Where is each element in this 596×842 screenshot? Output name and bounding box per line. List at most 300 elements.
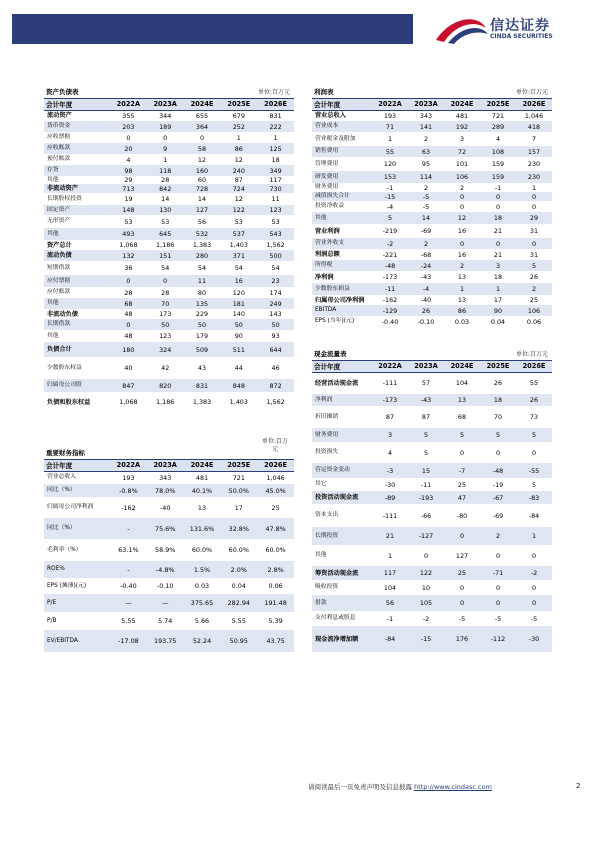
balance-cell-value: 23 <box>257 275 294 287</box>
balance-cell-value: 93 <box>271 332 280 340</box>
indicators-cell-value: 58.9% <box>155 546 176 554</box>
income-cell-value: 289 <box>480 121 516 132</box>
cashflow-cell-value: 104 <box>383 583 397 592</box>
income-table-row <box>312 183 552 192</box>
balance-cell-value: 493 <box>110 228 147 240</box>
balance-cell-value: 19 <box>124 195 133 203</box>
income-row-label: 财务费用 <box>315 184 339 190</box>
balance-table-row <box>44 342 294 357</box>
cashflow-cell-value: 5 <box>480 428 516 442</box>
income-cell-value: 1 <box>531 183 537 192</box>
cashflow-table-row <box>312 595 552 611</box>
indicators-cell-value: 43.75 <box>257 630 294 652</box>
indicators-cell-value: 481 <box>195 473 209 482</box>
income-cell-value: 21 <box>493 250 503 259</box>
balance-year-header: 2023A <box>147 99 184 110</box>
income-cell-value: -1 <box>386 183 394 192</box>
indicators-cell-value: -162 <box>121 503 136 512</box>
income-table-row <box>312 157 552 171</box>
income-table-row <box>312 121 552 132</box>
income-cell-value: 31 <box>529 250 539 259</box>
income-table-row <box>312 305 552 316</box>
cashflow-cell-value: 0 <box>516 595 552 611</box>
cashflow-cell-value: 26 <box>493 379 503 388</box>
income-cell-value: 108 <box>480 146 516 157</box>
indicators-cell-value: 0.06 <box>268 582 283 590</box>
income-cell-value: 18 <box>493 273 503 281</box>
indicators-cell-value: 2.0% <box>220 561 257 578</box>
indicators-cell-value: 32.8% <box>220 518 257 539</box>
cashflow-cell-value: 56 <box>372 595 408 611</box>
income-table <box>312 99 552 327</box>
cashflow-cell-value: -2 <box>422 614 430 623</box>
balance-cell-value: 123 <box>159 332 172 340</box>
balance-cell-value: 132 <box>110 250 147 261</box>
cashflow-col0-header: 会计年度 <box>312 361 372 372</box>
indicators-table-row <box>44 518 294 539</box>
income-cell-value: 71 <box>372 121 408 132</box>
income-cell-value: 5 <box>516 260 552 271</box>
balance-cell-value: 1,562 <box>266 398 285 406</box>
balance-cell-value: 543 <box>257 228 294 240</box>
cashflow-cell-value: -83 <box>516 491 552 504</box>
cashflow-cell-value: 21 <box>372 527 408 545</box>
cashflow-row-label: 现金流净增加额 <box>312 626 372 652</box>
income-year-header: 2025E <box>480 99 516 110</box>
cashflow-cell-value: -43 <box>408 394 444 406</box>
indicators-cell-value: 193.75 <box>147 630 184 652</box>
indicators-row-label: P/B <box>47 617 57 624</box>
income-cell-value: 12 <box>444 212 480 224</box>
income-cell-value: -221 <box>382 250 398 259</box>
balance-table-row <box>44 154 294 165</box>
balance-year-header: 2024E <box>184 99 221 110</box>
cashflow-table-row <box>312 504 552 527</box>
balance-cell-value: 90 <box>234 332 243 340</box>
cashflow-cell-value: -3 <box>372 463 408 478</box>
cashflow-cell-value: -30 <box>384 480 396 489</box>
indicators-table-row <box>44 484 294 497</box>
balance-cell-value: 728 <box>184 184 221 193</box>
indicators-cell-value: 5.66 <box>194 617 210 625</box>
cashflow-title: 现金流量表 <box>314 350 347 358</box>
cashflow-cell-value: 13 <box>444 394 480 406</box>
income-cell-value: 72 <box>444 146 480 157</box>
income-table-row <box>312 316 552 327</box>
cashflow-cell-value: -84 <box>528 511 540 520</box>
income-cell-value: 0 <box>516 238 552 249</box>
balance-cell-value: 730 <box>257 184 294 193</box>
balance-cell-value: 847 <box>110 379 147 392</box>
indicators-year-header: 2026E <box>257 460 294 471</box>
income-cell-value: 4 <box>495 135 501 143</box>
income-cell-value: -43 <box>420 273 432 281</box>
income-table-row <box>312 110 552 121</box>
cashflow-cell-value: 0 <box>444 595 480 611</box>
balance-cell-value: 48 <box>124 310 133 318</box>
income-cell-value: 55 <box>372 146 408 157</box>
cashflow-table-row <box>312 527 552 545</box>
indicators-cell-value: 50.0% <box>220 484 257 497</box>
balance-cell-value: 143 <box>269 310 282 318</box>
cashflow-row-label: 长期投资 <box>312 527 372 545</box>
balance-title: 资产负债表 <box>46 88 79 96</box>
balance-table-row <box>44 250 294 261</box>
indicators-cell-value: -0.40 <box>120 582 137 590</box>
balance-cell-value: 724 <box>220 184 257 193</box>
income-cell-value: 16 <box>457 227 467 235</box>
balance-row-label: 应付票据 <box>44 275 110 287</box>
indicators-cell-value: 0.04 <box>231 582 246 590</box>
cashflow-cell-value: -1 <box>386 614 394 623</box>
indicators-cell-value: - <box>110 561 147 578</box>
balance-cell-value: 181 <box>220 298 257 309</box>
indicators-table-row <box>44 578 294 594</box>
balance-cell-value: 60 <box>197 176 207 184</box>
income-cell-value: 343 <box>419 111 433 120</box>
income-cell-value: -4 <box>408 283 444 295</box>
balance-cell-value: 12 <box>234 155 243 164</box>
income-cell-value: 25 <box>529 296 539 304</box>
cashflow-cell-value: 47 <box>444 491 480 504</box>
indicators-row-label: P/E <box>44 594 110 612</box>
cashflow-row-label: 折旧摊销 <box>315 413 339 420</box>
income-title: 利润表 <box>314 88 334 96</box>
income-cell-value: 2 <box>423 183 429 192</box>
balance-cell-value: 364 <box>184 121 221 132</box>
balance-cell-value: 344 <box>159 111 172 120</box>
income-cell-value: -1 <box>494 183 502 192</box>
balance-cell-value: 50 <box>220 319 257 330</box>
cashflow-cell-value: 25 <box>457 480 467 489</box>
income-cell-value: 3 <box>459 135 465 143</box>
indicators-cell-value: 5.74 <box>158 617 173 625</box>
income-year-header: 2022A <box>372 99 408 110</box>
income-cell-value: 18 <box>480 212 516 224</box>
balance-table-row <box>44 215 294 228</box>
income-cell-value: 17 <box>493 296 503 304</box>
cashflow-cell-value: 3 <box>372 428 408 442</box>
balance-cell-value: 1,383 <box>192 398 212 406</box>
income-unit: 单位:百万元 <box>515 89 548 96</box>
income-cell-value: -129 <box>372 305 408 316</box>
balance-table-row <box>44 357 294 379</box>
indicators-row-label: 毛利率（%） <box>47 546 82 553</box>
indicators-cell-value: -40 <box>159 503 171 512</box>
balance-table-row <box>44 298 294 309</box>
cashflow-cell-value: 1 <box>387 551 393 560</box>
income-table-row <box>312 271 552 283</box>
balance-cell-value: 58 <box>184 143 221 154</box>
cashflow-cell-value: -111 <box>382 511 398 520</box>
indicators-row-label: 归属母公司净利润 <box>47 504 94 510</box>
indicators-cell-value: 45.0% <box>257 484 294 497</box>
indicators-year-header: 2023A <box>147 460 184 471</box>
balance-row-label: 无形资产 <box>47 218 71 224</box>
cashflow-table-row <box>312 580 552 595</box>
cashflow-cell-value: -11 <box>420 480 432 489</box>
cashflow-row-label: 其他 <box>315 552 327 558</box>
balance-table-row <box>44 228 294 240</box>
indicators-cell-value: 5.39 <box>268 617 283 625</box>
balance-cell-value: 54 <box>161 264 170 272</box>
balance-cell-value: 532 <box>184 228 221 240</box>
income-cell-value: -173 <box>382 273 398 281</box>
balance-cell-value: 130 <box>147 205 184 215</box>
balance-cell-value: 50 <box>147 319 184 330</box>
income-cell-value: 7 <box>531 135 537 143</box>
indicators-table-row <box>44 612 294 630</box>
indicators-table-row <box>44 497 294 518</box>
income-cell-value: 90 <box>480 305 516 316</box>
balance-cell-value: 644 <box>257 342 294 357</box>
income-cell-value: 481 <box>455 111 469 120</box>
income-cell-value: 13 <box>457 296 467 304</box>
balance-row-label: 资产总计 <box>47 241 72 249</box>
income-cell-value: 29 <box>516 212 552 224</box>
income-cell-value: 0 <box>480 192 516 201</box>
balance-row-label: 长期借款 <box>44 319 110 330</box>
income-row-label: 减值损失合计 <box>312 192 372 201</box>
cashflow-table-row <box>312 394 552 406</box>
income-col0-header: 会计年度 <box>312 99 372 110</box>
cashflow-cell-value: 55 <box>529 379 539 388</box>
cashflow-cell-value: -66 <box>420 511 432 520</box>
balance-table-row <box>44 240 294 250</box>
income-cell-value: 16 <box>457 250 467 259</box>
indicators-cell-value: -0.10 <box>156 582 174 590</box>
income-cell-value: 0 <box>480 238 516 249</box>
cashflow-table-row <box>312 478 552 491</box>
balance-cell-value: 831 <box>269 111 282 120</box>
income-cell-value: 1 <box>387 135 393 143</box>
balance-cell-value: 123 <box>257 205 294 215</box>
income-cell-value: -219 <box>382 227 398 235</box>
cashflow-cell-value: 0 <box>495 448 501 457</box>
income-cell-value: 0.06 <box>526 317 542 326</box>
income-cell-value: 63 <box>408 146 444 157</box>
income-cell-value: 0 <box>531 202 537 211</box>
cashflow-table-row <box>312 442 552 463</box>
income-cell-value: -68 <box>420 250 432 259</box>
income-year-header: 2024E <box>444 99 480 110</box>
balance-cell-value: 820 <box>147 379 184 392</box>
cashflow-cell-value: -5 <box>530 614 538 623</box>
cashflow-cell-value: 5 <box>408 428 444 442</box>
cashflow-row-label: 筹资活动现金流 <box>312 566 372 580</box>
cashflow-cell-value: 73 <box>529 413 539 421</box>
balance-cell-value: 1 <box>273 133 278 142</box>
cashflow-cell-value: 15 <box>408 463 444 478</box>
income-cell-value: 5 <box>372 212 408 224</box>
balance-cell-value: 53 <box>234 217 243 226</box>
indicators-cell-value: 60.0% <box>191 546 213 554</box>
income-row-label: 归属母公司净利润 <box>315 296 365 304</box>
cashflow-cell-value: 0 <box>531 448 537 457</box>
indicators-cell-value: 75.6% <box>147 518 184 539</box>
indicators-cell-value: 1,046 <box>266 473 285 482</box>
cashflow-row-label: 资本支出 <box>315 512 339 518</box>
balance-table-row <box>44 330 294 342</box>
indicators-row-label: 同比（%） <box>44 518 110 539</box>
balance-row-label: 应收账款 <box>44 143 110 154</box>
header-band <box>12 14 413 44</box>
balance-sheet-panel <box>44 84 294 412</box>
balance-cell-value: 1,383 <box>192 241 212 249</box>
income-cell-value: -15 <box>372 192 408 201</box>
cashflow-cell-value: -48 <box>480 463 516 478</box>
income-cell-value: 0 <box>444 238 480 249</box>
footer-disclaimer <box>308 782 492 791</box>
balance-row-label: 非流动负债 <box>47 310 78 318</box>
cashflow-cell-value: 5 <box>531 480 537 489</box>
balance-cell-value: 28 <box>161 288 170 297</box>
income-header-row <box>312 99 552 110</box>
cashflow-cell-value: -173 <box>372 394 408 406</box>
balance-row-label: 负债和股东权益 <box>47 398 91 406</box>
indicators-cell-value: -0.8% <box>110 484 147 497</box>
income-cell-value: 141 <box>408 121 444 132</box>
balance-row-label: 应付账款 <box>47 289 71 295</box>
income-row-label: 投资净收益 <box>315 203 344 209</box>
income-row-label: 营业外收支 <box>312 238 372 249</box>
income-cell-value: 0 <box>444 192 480 201</box>
income-cell-value: 101 <box>455 160 469 168</box>
cashflow-cell-value: 2 <box>480 527 516 545</box>
income-table-row <box>312 260 552 271</box>
income-table-row <box>312 212 552 224</box>
income-cell-value: 106 <box>444 171 480 183</box>
indicators-table <box>44 460 294 652</box>
indicators-table-row <box>44 594 294 612</box>
cashflow-cell-value: 57 <box>421 379 431 388</box>
cashflow-row-label: 净利润 <box>312 394 372 406</box>
cashflow-header-row <box>312 361 552 372</box>
footer-text: 请阅读最后一页免责声明及信息披露 <box>308 783 415 791</box>
cashflow-row-label: 投资活动现金流 <box>312 491 372 504</box>
income-table-row <box>312 283 552 295</box>
cashflow-table-row <box>312 463 552 478</box>
balance-cell-value: 1 <box>236 133 241 142</box>
balance-row-label: 货币资金 <box>44 121 110 132</box>
balance-table-row <box>44 165 294 176</box>
footer-link[interactable]: http://www.cindasc.com <box>414 783 492 791</box>
income-cell-value: 13 <box>457 273 467 281</box>
balance-row-label: 负债合计 <box>44 342 110 357</box>
indicators-panel <box>44 436 294 652</box>
balance-cell-value: 68 <box>110 298 147 309</box>
income-cell-value: 2 <box>459 183 465 192</box>
balance-table-row <box>44 287 294 298</box>
cashflow-cell-value: 1 <box>516 527 552 545</box>
income-row-label: 营业成本 <box>312 121 372 132</box>
cashflow-cell-value: -127 <box>408 527 444 545</box>
balance-row-label: 其他 <box>47 176 59 183</box>
income-cell-value: -4 <box>386 202 394 211</box>
balance-cell-value: 1,562 <box>266 241 285 249</box>
balance-cell-value: 14 <box>197 195 207 203</box>
cashflow-table-row <box>312 611 552 626</box>
balance-cell-value: 872 <box>257 379 294 392</box>
balance-cell-value: 118 <box>147 165 184 176</box>
cashflow-row-label: 吸收投资 <box>315 584 339 590</box>
cashflow-row-label: 投资损失 <box>315 449 339 455</box>
balance-cell-value: 0 <box>163 133 168 142</box>
balance-cell-value: 53 <box>161 217 170 226</box>
income-cell-value: 0 <box>516 192 552 201</box>
income-cell-value: 114 <box>408 171 444 183</box>
balance-cell-value: 1,403 <box>229 398 248 406</box>
cashflow-table-row <box>312 372 552 394</box>
balance-cell-value: 0 <box>199 133 205 142</box>
balance-cell-value: 11 <box>184 275 221 287</box>
balance-cell-value: 679 <box>232 111 245 120</box>
income-cell-value: 193 <box>383 111 397 120</box>
balance-cell-value: 280 <box>184 250 221 261</box>
income-cell-value: -162 <box>382 296 398 304</box>
income-cell-value: 230 <box>527 160 541 168</box>
balance-cell-value: 86 <box>220 143 257 154</box>
cashflow-cell-value: 70 <box>493 413 503 421</box>
cashflow-cell-value: -2 <box>516 566 552 580</box>
cashflow-cell-value: -55 <box>516 463 552 478</box>
balance-cell-value: 28 <box>161 176 170 184</box>
cashflow-row-label: 支付利息或股息 <box>315 615 356 621</box>
income-year-header: 2026E <box>516 99 552 110</box>
indicators-table-row <box>44 471 294 484</box>
cashflow-cell-value: -112 <box>480 626 516 652</box>
income-cell-value: 1 <box>444 283 480 295</box>
balance-year-header: 2022A <box>110 99 147 110</box>
income-cell-value: 31 <box>529 227 539 235</box>
cashflow-cell-value: 176 <box>444 626 480 652</box>
cashflow-cell-value: 0 <box>459 583 465 592</box>
income-row-label: 其他 <box>312 212 372 224</box>
balance-cell-value: 179 <box>195 332 209 340</box>
income-cell-value: 120 <box>383 160 397 168</box>
indicators-cell-value: 52.24 <box>184 630 221 652</box>
balance-cell-value: 173 <box>159 310 172 318</box>
balance-cell-value: 848 <box>220 379 257 392</box>
balance-cell-value: 189 <box>147 121 184 132</box>
income-cell-value: -0.10 <box>417 317 435 326</box>
indicators-cell-value: 40.1% <box>184 484 221 497</box>
cashflow-cell-value: 0 <box>531 551 537 560</box>
cashflow-cell-value: -193 <box>408 491 444 504</box>
income-cell-value: 0.04 <box>490 317 506 326</box>
indicators-col0-header: 会计年度 <box>44 460 110 471</box>
balance-cell-value: 53 <box>124 217 133 226</box>
income-cell-value: 1,046 <box>524 111 544 120</box>
income-row-label: 研发费用 <box>312 171 372 183</box>
balance-row-label: 其他 <box>44 228 110 240</box>
cashflow-table-row <box>312 545 552 566</box>
cashflow-cell-value: -30 <box>516 626 552 652</box>
balance-cell-value: 0 <box>110 319 147 330</box>
cashflow-cell-value: 127 <box>455 551 469 560</box>
cashflow-table-row <box>312 428 552 442</box>
balance-cell-value: 180 <box>110 342 147 357</box>
income-cell-value: -5 <box>422 202 430 211</box>
balance-cell-value: 54 <box>234 264 243 272</box>
balance-cell-value: 249 <box>257 298 294 309</box>
income-table-row <box>312 132 552 146</box>
income-cell-value: 2 <box>444 260 480 271</box>
cashflow-row-label: 经营活动现金流 <box>315 379 359 387</box>
balance-table-row <box>44 309 294 319</box>
indicators-cell-value: 375.65 <box>184 594 221 612</box>
cashflow-panel <box>312 346 552 652</box>
